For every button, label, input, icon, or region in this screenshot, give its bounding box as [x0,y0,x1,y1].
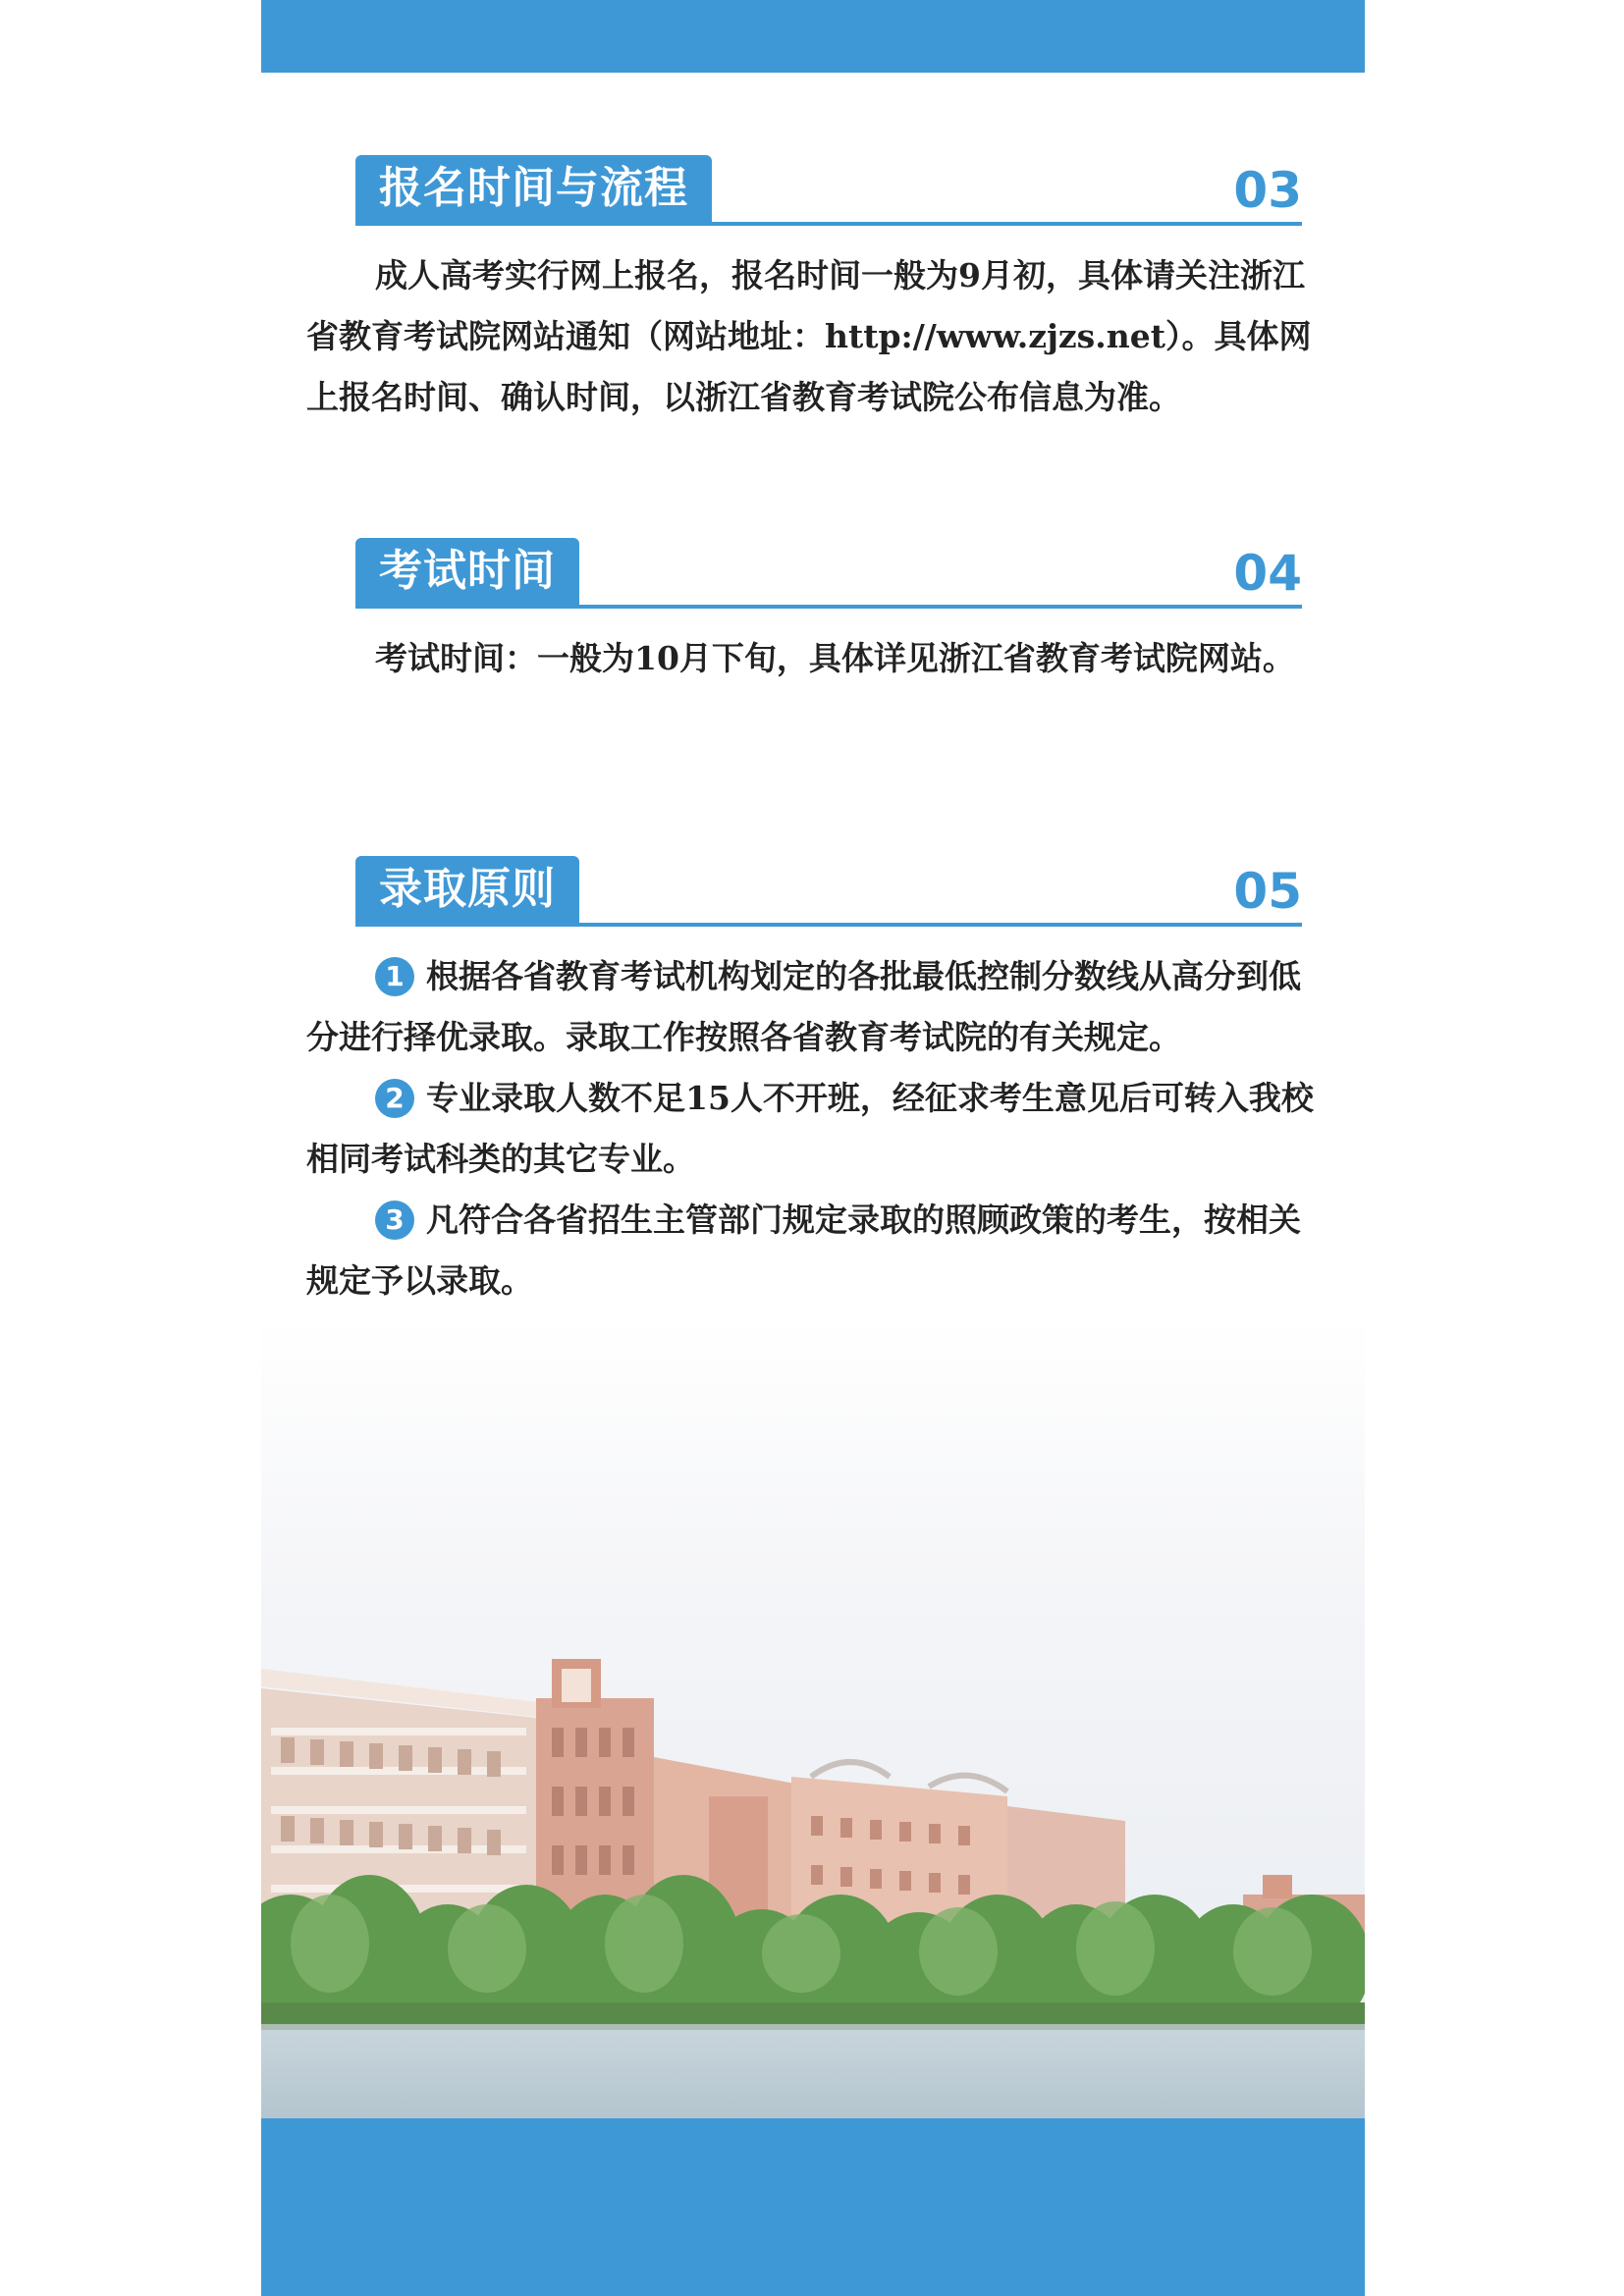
section-header-exam-time [355,538,1302,609]
brochure-page [261,0,1365,2296]
section-divider [355,923,1302,927]
admission-item-text: 凡符合各省招生主管部门规定录取的照顾政策的考生，按相关规定予以录取。 [306,1201,1301,1300]
section-header-admission [355,856,1302,927]
lake-water [261,2024,1365,2118]
section-title: 考试时间 [355,538,579,605]
section-number: 04 [1233,545,1302,602]
number-badge-icon: 2 [375,1079,414,1118]
top-banner [261,0,1365,73]
registration-paragraph: 成人高考实行网上报名，报名时间一般为9月初，具体请关注浙江省教育考试院网站通知（网站地址：http://www.zjzs.net）。具体网上报名时间、确认时间，以浙江省教育考试院公布信息为准。 [306,256,1312,416]
section-title: 录取原则 [355,856,579,923]
section-divider [355,222,1302,226]
campus-photo [261,1315,1365,2118]
section-divider [355,605,1302,609]
admission-item [306,1190,1318,1311]
admission-item-text: 专业录取人数不足15人不开班，经征求考生意见后可转入我校相同考试科类的其它专业。 [306,1079,1314,1178]
bottom-banner [261,2118,1365,2296]
exam-time-paragraph: 考试时间：一般为10月下旬，具体详见浙江省教育考试院网站。 [375,639,1295,677]
number-badge-icon: 1 [375,957,414,996]
section-number: 05 [1233,863,1302,920]
section-title: 报名时间与流程 [355,155,712,222]
admission-item-text: 根据各省教育考试机构划定的各批最低控制分数线从高分到低分进行择优录取。录取工作按照各省教育考试院的有关规定。 [306,957,1301,1056]
section-header-registration [355,155,1302,226]
admission-item [306,946,1318,1068]
admission-item [306,1068,1318,1190]
section-number: 03 [1233,162,1302,219]
number-badge-icon: 3 [375,1201,414,1240]
